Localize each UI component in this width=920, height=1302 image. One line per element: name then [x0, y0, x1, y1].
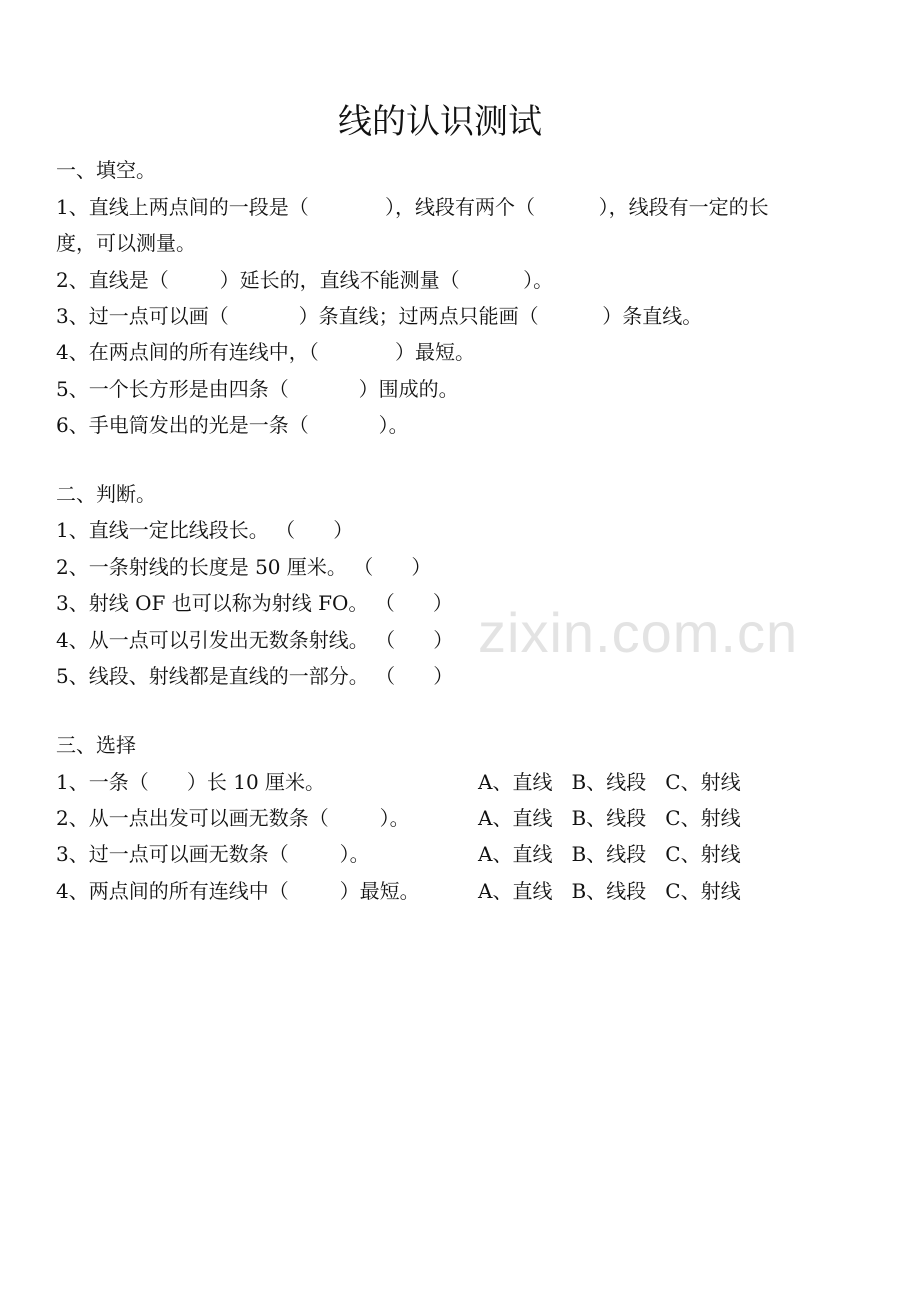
watermark: zixin.com.cn — [478, 601, 799, 664]
fill-blank-item-1: 1、直线上两点间的一段是（ ），线段有两个（ ），线段有一定的长 — [56, 195, 769, 219]
choice-options-1: A、直线 B、线段 C、射线 — [478, 770, 741, 794]
choice-question-1: 1、一条（ ）长 10 厘米。 — [56, 770, 326, 794]
true-false-item-2: 2、一条射线的长度是 50 厘米。 （ ） — [56, 555, 432, 579]
choice-options-4: A、直线 B、线段 C、射线 — [478, 879, 741, 903]
page-title: 线的认识测试 — [338, 102, 542, 142]
section-heading-true-false: 二、判断。 — [56, 482, 156, 506]
true-false-item-1: 1、直线一定比线段长。 （ ） — [56, 518, 354, 542]
fill-blank-item-3: 3、过一点可以画（ ）条直线；过两点只能画（ ）条直线。 — [56, 304, 703, 328]
choice-question-3: 3、过一点可以画无数条（ ）。 — [56, 842, 370, 866]
true-false-item-5: 5、线段、射线都是直线的一部分。 （ ） — [56, 664, 454, 688]
true-false-item-4: 4、从一点可以引发出无数条射线。 （ ） — [56, 628, 454, 652]
fill-blank-item-5: 5、一个长方形是由四条（ ）围成的。 — [56, 377, 459, 401]
section-heading-fill-blank: 一、填空。 — [56, 158, 156, 182]
fill-blank-item-6: 6、手电筒发出的光是一条（ ）。 — [56, 413, 409, 437]
choice-options-2: A、直线 B、线段 C、射线 — [478, 806, 741, 830]
choice-question-2: 2、从一点出发可以画无数条（ ）。 — [56, 806, 410, 830]
choice-question-4: 4、两点间的所有连线中（ ）最短。 — [56, 879, 420, 903]
true-false-item-3: 3、射线 OF 也可以称为射线 FO。 （ ） — [56, 591, 453, 615]
fill-blank-item-4: 4、在两点间的所有连线中，（ ）最短。 — [56, 340, 476, 364]
choice-options-3: A、直线 B、线段 C、射线 — [478, 842, 741, 866]
fill-blank-item-2: 2、直线是（ ）延长的，直线不能测量（ ）。 — [56, 268, 554, 292]
fill-blank-item-1-continued: 度，可以测量。 — [56, 231, 196, 255]
section-heading-multiple-choice: 三、选择 — [56, 733, 136, 757]
